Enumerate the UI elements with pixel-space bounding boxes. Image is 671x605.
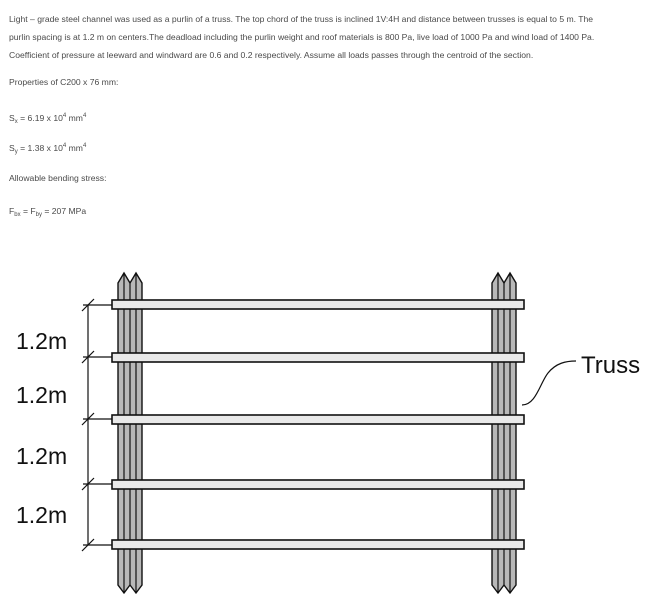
spacing-label: 1.2m [16,502,68,528]
problem-statement [9,10,659,64]
section-modulus-y: $S_y = 1.38$ x $10^4$ $mm^4$ [9,143,87,155]
spacing-label: 1.2m [16,382,68,408]
properties-heading: Properties of C200 x 76 mm: [9,77,119,87]
allowable-stress-heading: Allowable bending stress: [9,173,107,183]
purlin [112,480,524,489]
allowable-stress-value: $F_{bx} = F_{by} = 207$ MPa [9,206,87,218]
spacing-label: 1.2m [16,443,68,469]
spacing-label: 1.2m [16,328,68,354]
purlin [112,300,524,309]
problem-line: Coefficient of pressure at leeward and windward are 0.6 and 0.2 respectively. Assume all loads passes through the centroid of the section. [9,50,534,60]
purlin [112,415,524,424]
dimension-line [82,299,112,551]
truss-leader-line [522,361,576,405]
purlin [112,353,524,362]
purlin [112,540,524,549]
section-modulus-x: $S_x = 6.19$ x $10^4$ $mm^4$ [9,113,87,125]
problem-line: Light – grade steel channel was used as a purlin of a truss. The top chord of the truss is inclined 1V:4H and distance between trusses is equal to 5 m. The [9,14,594,24]
truss-label: Truss [581,352,641,379]
purlin-truss-diagram [0,255,671,605]
problem-line: purlin spacing is at 1.2 m on centers.The deadload including the purlin weight and roof materials is 800 Pa, live load of 1000 Pa and wind load of 1400 Pa. [9,32,595,42]
